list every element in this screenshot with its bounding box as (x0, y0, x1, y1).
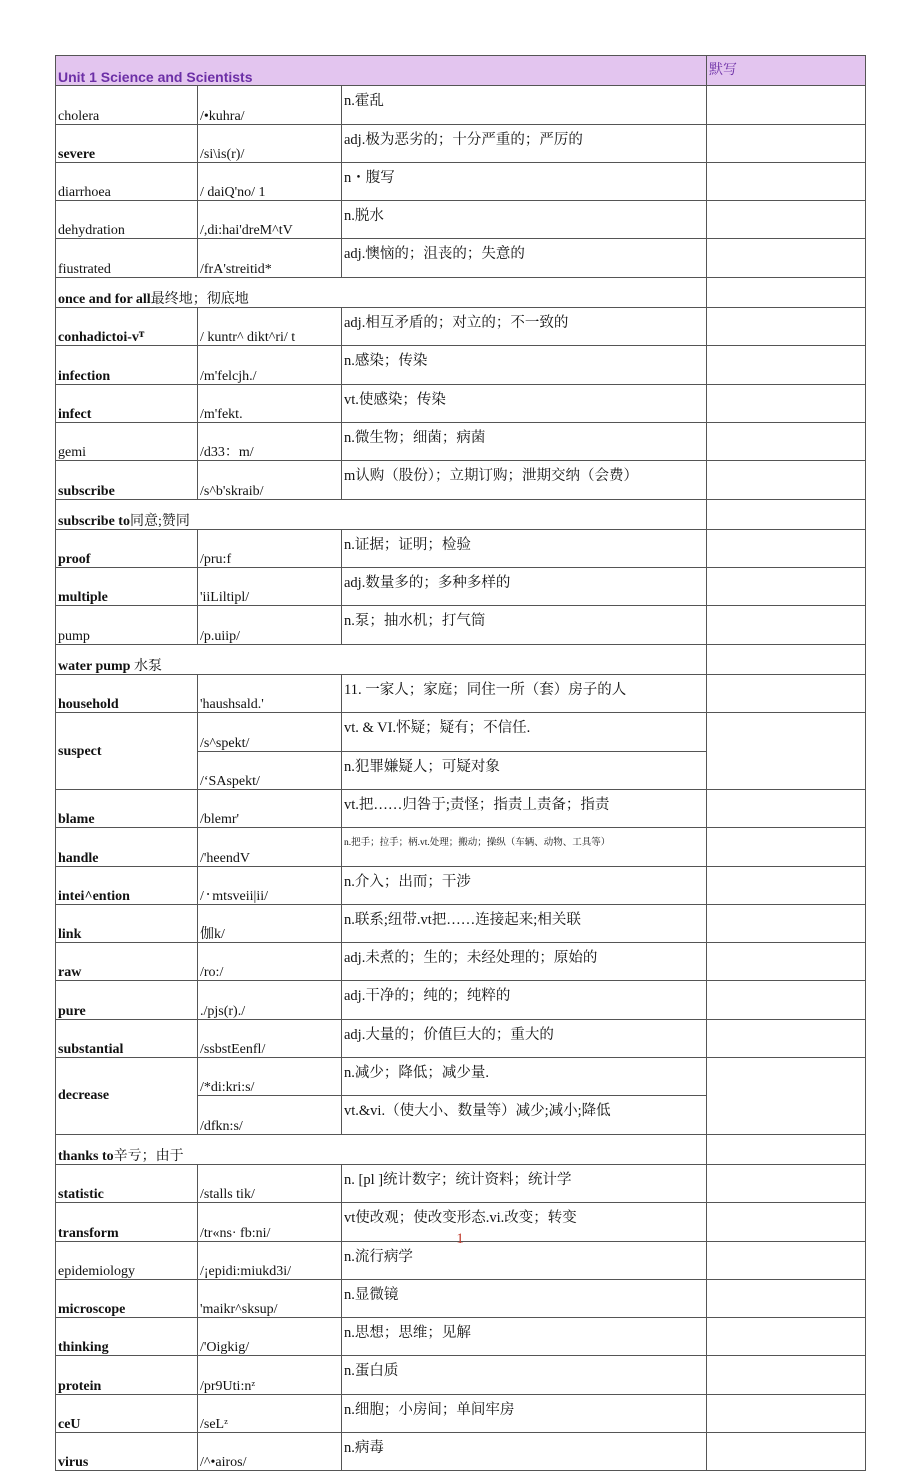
phonetic-cell: /*di:kri:s/ (198, 1058, 342, 1096)
phrase-meaning: 最终地；彻底地 (150, 292, 249, 308)
word-cell: virus (56, 1432, 198, 1470)
phonetic-cell: /'heendV (198, 828, 342, 866)
meaning-cell: n.减少；降低；减少量. (342, 1058, 707, 1096)
dictation-cell (707, 904, 866, 942)
word-row (56, 162, 866, 200)
phonetic-cell: /tr«ns· fb:ni/ (198, 1203, 342, 1241)
phonetic-cell: /'Oigkig/ (198, 1318, 342, 1356)
word-row (56, 308, 866, 346)
dictation-cell (707, 1164, 866, 1202)
dictation-cell (707, 1356, 866, 1394)
dictation-cell (707, 828, 866, 866)
word-row (56, 384, 866, 422)
phrase-cell (56, 499, 707, 529)
phonetic-cell: /pr9Uti:nᶻ (198, 1356, 342, 1394)
dictation-cell (707, 568, 866, 606)
phonetic-cell: 'maikr^sksup/ (198, 1279, 342, 1317)
meaning-cell: n.流行病学 (342, 1241, 707, 1279)
meaning-cell: n.病毒 (342, 1432, 707, 1470)
word-row (56, 1432, 866, 1470)
meaning-cell: n.显微镜 (342, 1279, 707, 1317)
word-cell: pump (56, 606, 198, 644)
word-cell: household (56, 675, 198, 713)
meaning-cell: n.犯罪嫌疑人；可疑对象 (342, 751, 707, 789)
word-cell: pure (56, 981, 198, 1019)
dictation-cell (707, 1058, 866, 1135)
word-row (56, 713, 866, 751)
word-cell: thinking (56, 1318, 198, 1356)
phonetic-cell: /dfkn:s/ (198, 1096, 342, 1134)
phonetic-cell: /•kuhra/ (198, 86, 342, 124)
word-cell: cholera (56, 86, 198, 124)
word-cell: epidemiology (56, 1241, 198, 1279)
phrase-row (56, 499, 866, 529)
meaning-cell: vt.使感染；传染 (342, 384, 707, 422)
meaning-cell: vt使改观；使改变形态.vi.改变；转变 (342, 1203, 707, 1241)
word-row (56, 789, 866, 827)
phonetic-cell: / kuntr^ dikt^ri/ t (198, 308, 342, 346)
phrase-meaning: 同意;赞同 (129, 513, 190, 529)
dictation-cell (707, 239, 866, 277)
phonetic-cell: /¡epidi:miukd3i/ (198, 1241, 342, 1279)
dictation-cell (707, 162, 866, 200)
phonetic-cell: /᛫mtsveii|ii/ (198, 866, 342, 904)
phrase-row (56, 277, 866, 307)
word-cell: suspect (56, 713, 198, 790)
word-row (56, 124, 866, 162)
phonetic-cell: /stalls tik/ (198, 1164, 342, 1202)
dictation-cell (707, 308, 866, 346)
word-row (56, 866, 866, 904)
meaning-cell: m认购（股份）；立期订购；泄期交纳（会费） (342, 461, 707, 499)
word-cell: proof (56, 529, 198, 567)
dictation-cell (707, 1394, 866, 1432)
dictation-cell (707, 1279, 866, 1317)
word-row (56, 568, 866, 606)
dictation-cell (707, 1019, 866, 1057)
meaning-cell: vt. & VI.怀疑；疑有；不信任. (342, 713, 707, 751)
phrase-text: water pump (58, 659, 131, 675)
word-row (56, 1019, 866, 1057)
word-cell: fiustrated (56, 239, 198, 277)
unit-title: Unit 1 Science and Scientists (56, 56, 707, 86)
meaning-cell: adj.干净的；纯的；纯粹的 (342, 981, 707, 1019)
dictation-cell (707, 606, 866, 644)
word-cell: dehydration (56, 201, 198, 239)
phonetic-cell: /^•airos/ (198, 1432, 342, 1470)
word-row (56, 1318, 866, 1356)
meaning-cell: adj.懊恼的；沮丧的；失意的 (342, 239, 707, 277)
meaning-cell: n.介入；出而；干涉 (342, 866, 707, 904)
word-cell: transform (56, 1203, 198, 1241)
meaning-cell: vt.&vi.（使大小、数量等）减少;减小;降低 (342, 1096, 707, 1134)
phonetic-cell: /,di:hai'dreM^tV (198, 201, 342, 239)
phonetic-cell: /s^b'skraib/ (198, 461, 342, 499)
phrase-cell (56, 644, 707, 674)
dictation-cell (707, 201, 866, 239)
meaning-cell: n.把手；拉手；柄.vt.处理；搬动；操纵（车辆、动物、工具等） (342, 828, 707, 866)
word-cell: conhadictoi-vᵀ (56, 308, 198, 346)
word-cell: infection (56, 346, 198, 384)
word-row (56, 828, 866, 866)
phonetic-cell: /s^spekt/ (198, 713, 342, 751)
dictation-cell (707, 943, 866, 981)
phrase-cell (56, 1134, 707, 1164)
phonetic-cell: /seLᶻ (198, 1394, 342, 1432)
word-row (56, 346, 866, 384)
dictation-cell (707, 499, 866, 529)
word-row (56, 1394, 866, 1432)
word-row (56, 943, 866, 981)
word-cell: microscope (56, 1279, 198, 1317)
meaning-cell: n.微生物；细菌；病菌 (342, 422, 707, 460)
meaning-cell: 11. 一家人；家庭；同住一所（套）房子的人 (342, 675, 707, 713)
meaning-cell: adj.相互矛盾的；对立的；不一致的 (342, 308, 707, 346)
word-cell: intei^ention (56, 866, 198, 904)
word-cell: handle (56, 828, 198, 866)
dictation-cell (707, 346, 866, 384)
meaning-cell: n. [pl ]统计数字；统计资料；统计学 (342, 1164, 707, 1202)
word-row (56, 201, 866, 239)
word-cell: statistic (56, 1164, 198, 1202)
word-cell: decrease (56, 1058, 198, 1135)
phrase-cell (56, 277, 707, 307)
word-row (56, 1058, 866, 1096)
dictation-cell (707, 675, 866, 713)
phonetic-cell: /frA'streitid* (198, 239, 342, 277)
word-row (56, 422, 866, 460)
word-cell: infect (56, 384, 198, 422)
word-row (56, 1164, 866, 1202)
word-row (56, 86, 866, 124)
phonetic-cell: /‘SAspekt/ (198, 751, 342, 789)
meaning-cell: adj.极为恶劣的；十分严重的；严厉的 (342, 124, 707, 162)
phonetic-cell: /ro:/ (198, 943, 342, 981)
phrase-meaning: 辛亏；由于 (113, 1148, 184, 1164)
phonetic-cell: /pru:f (198, 529, 342, 567)
word-row (56, 461, 866, 499)
phonetic-cell: ./pjs(r)./ (198, 981, 342, 1019)
word-cell: substantial (56, 1019, 198, 1057)
phonetic-cell: /m'fekt. (198, 384, 342, 422)
meaning-cell: n.泵；抽水机；打气筒 (342, 606, 707, 644)
word-row (56, 1279, 866, 1317)
word-cell: multiple (56, 568, 198, 606)
meaning-cell: n.霍乱 (342, 86, 707, 124)
dictation-header: 默写 (707, 56, 866, 86)
word-row (56, 1356, 866, 1394)
meaning-cell: n.感染；传染 (342, 346, 707, 384)
phonetic-cell: /d33：m/ (198, 422, 342, 460)
dictation-cell (707, 866, 866, 904)
table-header-row (56, 56, 866, 86)
phrase-row (56, 644, 866, 674)
dictation-cell (707, 86, 866, 124)
phonetic-cell: /m'felcjh./ (198, 346, 342, 384)
word-row (56, 606, 866, 644)
meaning-cell: n.蛋白质 (342, 1356, 707, 1394)
word-cell: gemi (56, 422, 198, 460)
dictation-cell (707, 1318, 866, 1356)
phonetic-cell: 伽k/ (198, 904, 342, 942)
dictation-cell (707, 789, 866, 827)
dictation-cell (707, 713, 866, 790)
meaning-cell: n.证据；证明；检验 (342, 529, 707, 567)
dictation-cell (707, 277, 866, 307)
word-row (56, 529, 866, 567)
page-number: 1 (456, 1231, 464, 1247)
phrase-text: subscribe to (58, 513, 130, 529)
word-cell: severe (56, 124, 198, 162)
meaning-cell: n.脱水 (342, 201, 707, 239)
dictation-cell (707, 461, 866, 499)
meaning-cell: n.思想；思维；见解 (342, 1318, 707, 1356)
meaning-cell: n.细胞；小房间；单间牢房 (342, 1394, 707, 1432)
vocabulary-table (55, 55, 866, 1471)
word-row (56, 239, 866, 277)
word-cell: blame (56, 789, 198, 827)
dictation-cell (707, 1432, 866, 1470)
phonetic-cell: /si\is(r)/ (198, 124, 342, 162)
meaning-cell: adj.未煮的；生的；未经处理的；原始的 (342, 943, 707, 981)
meaning-cell: vt.把……归咎于;责怪；指责丄责备；指责 (342, 789, 707, 827)
word-cell: subscribe (56, 461, 198, 499)
dictation-cell (707, 529, 866, 567)
dictation-cell (707, 422, 866, 460)
word-cell: diarrhoea (56, 162, 198, 200)
dictation-cell (707, 384, 866, 422)
phonetic-cell: /p.uiip/ (198, 606, 342, 644)
phrase-text: once and for all (58, 292, 151, 308)
dictation-cell (707, 981, 866, 1019)
phonetic-cell: / daiQ'no/ 1 (198, 162, 342, 200)
phrase-meaning: 水泵 (130, 659, 162, 675)
phonetic-cell: /ssbstEenfl/ (198, 1019, 342, 1057)
meaning-cell: n・腹写 (342, 162, 707, 200)
word-cell: raw (56, 943, 198, 981)
word-cell: link (56, 904, 198, 942)
meaning-cell: adj.大量的；价值巨大的；重大的 (342, 1019, 707, 1057)
meaning-cell: n.联系;纽带.vt把……连接起来;相关联 (342, 904, 707, 942)
dictation-cell (707, 1134, 866, 1164)
dictation-cell (707, 124, 866, 162)
word-row (56, 981, 866, 1019)
word-row (56, 904, 866, 942)
phrase-row (56, 1134, 866, 1164)
phonetic-cell: /blemr' (198, 789, 342, 827)
word-cell: ceU (56, 1394, 198, 1432)
phonetic-cell: 'haushsald.' (198, 675, 342, 713)
phrase-text: thanks to (58, 1148, 114, 1164)
word-row (56, 675, 866, 713)
dictation-cell (707, 644, 866, 674)
meaning-cell: adj.数量多的；多种多样的 (342, 568, 707, 606)
phonetic-cell: 'iiLiltipl/ (198, 568, 342, 606)
word-cell: protein (56, 1356, 198, 1394)
